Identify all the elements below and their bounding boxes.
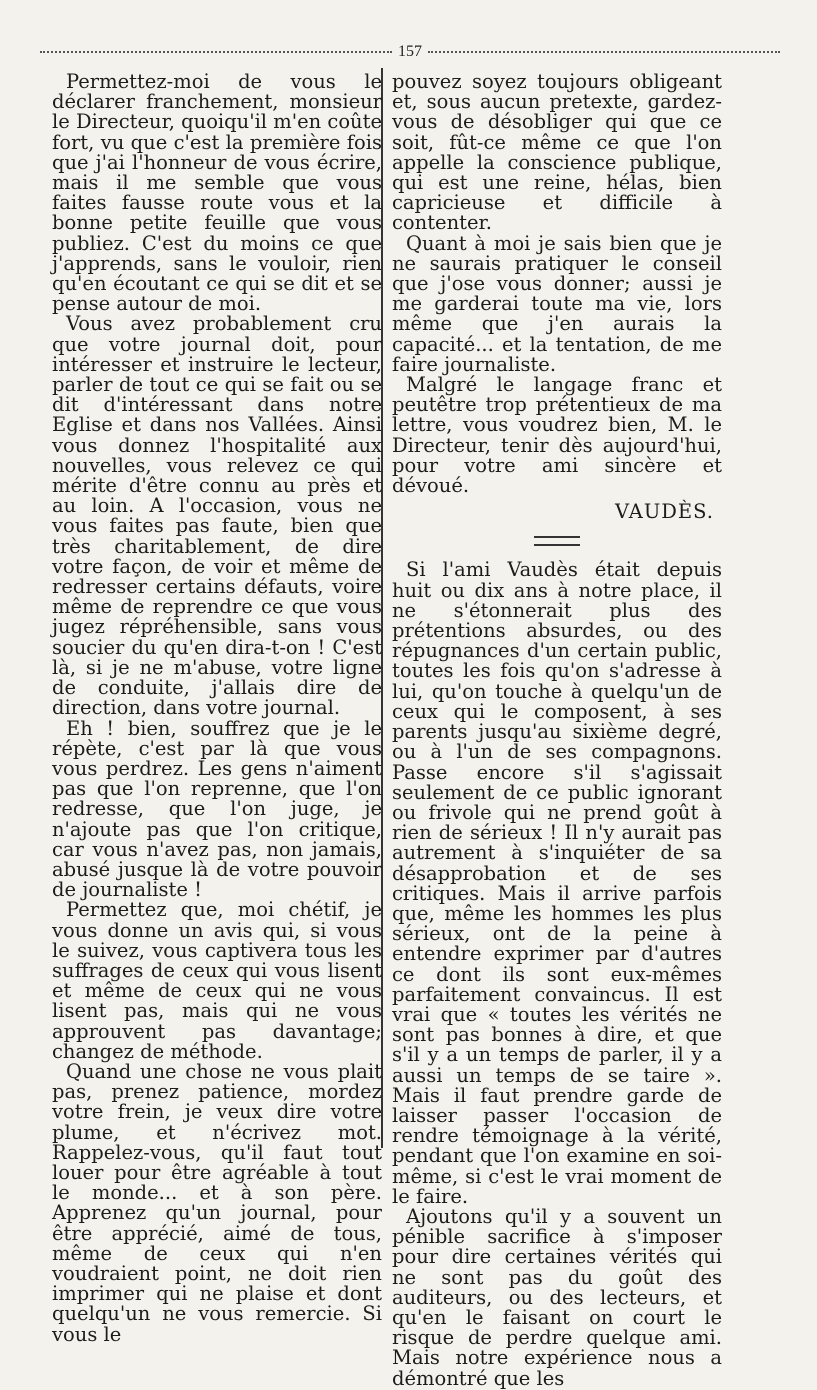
paragraph: Eh ! bien, souffrez que je le répète, c'est par là que vous vous perdrez. Les gens n'aiment pas que l'on reprenne, que l'on redresse, que l'on juge, je n'ajoute pas que l'on critique, car vous n'avez pas, non jamais, abusé jusque là de votre pouvoir de journaliste !	[52, 716, 382, 902]
paragraph: Permettez-moi de vous le déclarer franchement, monsieur le Directeur, quoiqu'il m'en coûte fort, vu que c'est la première fois que j'ai l'honneur de vous écrire, mais il me semble que vous faites fausse route vous et la bonne petite feuille que vous publiez. C'est du moins ce que j'apprends, sans le vouloir, rien qu'en écoutant ce qui se dit et se pense autour de moi.	[52, 70, 382, 316]
paragraph: pouvez soyez toujours obligeant et, sous aucun pretexte, gardez-vous de désobliger qui que ce soit, fût-ce même ce que l'on appelle la conscience publique, qui est une reine, hélas, bien capricieuse et difficile à contenter.	[392, 70, 722, 235]
right-column	[392, 72, 722, 1389]
header-rule-right	[428, 51, 780, 53]
header-rule-left	[40, 51, 392, 53]
page-header	[40, 40, 780, 64]
paragraph: Si l'ami Vaudès était depuis huit ou dix ans à notre place, il ne s'étonnerait plus des prétentions absurdes, ou des répugnances d'un certain public, toutes les fois qu'on s'adresse à lui, qu'on touche à quelqu'un de ceux qui le composent, à ses parents jusqu'au sixième degré, ou à l'un de ses compagnons. Passe encore s'il s'agissait seulement de ce public ignorant ou frivole qui ne prend goût à rien de sérieux ! Il n'y aurait pas autrement à s'inquiéter de sa désapprobation et de ses critiques. Mais il arrive parfois que, même les hommes les plus sérieux, ont de la peine à entendre exprimer par d'autres ce dont ils sont eux-mêmes parfaitement convaincus. Il est vrai que « toutes les vérités ne sont pas bonnes à dire, et que s'il y a un temps de parler, il y a aussi un temps de se taire ». Mais il faut prendre garde de laisser passer l'occasion de rendre témoignage à la vérité, pendant que l'on examine en soi-même, si c'est le vrai moment de le faire.	[392, 558, 722, 1208]
page-number: 157	[398, 43, 422, 60]
paragraph: Ajoutons qu'il y a souvent un pénible sacrifice à s'imposer pour dire certaines vérités qui ne sont pas du goût des auditeurs, ou des lecteurs, et qu'en le faisant on court le risque de perdre quelque ami. Mais notre expérience nous a démontré que les	[392, 1204, 722, 1390]
paragraph: Vous avez probablement cru que votre journal doit, pour intéresser et instruire le lecteur, parler de tout ce qui se fait ou se dit d'intéressant dans notre Eglise et dans nos Vallées. Ainsi vous donnez l'hospitalité aux nouvelles, vous relevez ce qui mérite d'être connu au près et au loin. A l'occasion, vous ne vous faites pas faute, bien que très charitablement, de dire votre façon, de voir et même de redresser certains défauts, voire même de reprendre ce que vous jugez répréhensible, sans vous soucier du qu'en dira-t-on ! C'est là, si je ne m'abuse, votre ligne de conduite, j'allais dire de direction, dans votre journal.	[52, 312, 382, 720]
signature: VAUDÈS.	[614, 500, 714, 524]
paragraph: Quant à moi je sais bien que je ne saurais pratiquer le conseil que j'ose vous donner; aussi je me garderai toute ma vie, lors même que j'en aurais la capacité... et la tentation, de me faire journaliste.	[392, 231, 722, 376]
left-column	[52, 72, 382, 1345]
paragraph: Malgré le langage franc et peutêtre trop prétentieux de ma lettre, vous voudrez bien, M. le Directeur, tenir dès aujourd'hui, pour votre ami sincère et dévoué.	[392, 373, 722, 498]
paragraph: Quand une chose ne vous plait pas, prenez patience, mordez votre frein, je veux dire votre plume, et n'écrivez mot. Rappelez-vous, qu'il faut tout louer pour être agréable à tout le monde... et à son père. Apprenez qu'un journal, pour être apprécié, aimé de tous, même de ceux qui n'en voudraient point, ne doit rien imprimer qui ne plaise et dont quelqu'un ne vous remercie. Si vous le	[52, 1059, 382, 1346]
paragraph: Permettez que, moi chétif, je vous donne un avis qui, si vous le suivez, vous captivera tous les suffrages de ceux qui vous lisent et même de ceux qui ne vous lisent pas, mais qui ne vous approuvent pas davantage; changez de méthode.	[52, 898, 382, 1063]
section-separator	[534, 536, 580, 546]
